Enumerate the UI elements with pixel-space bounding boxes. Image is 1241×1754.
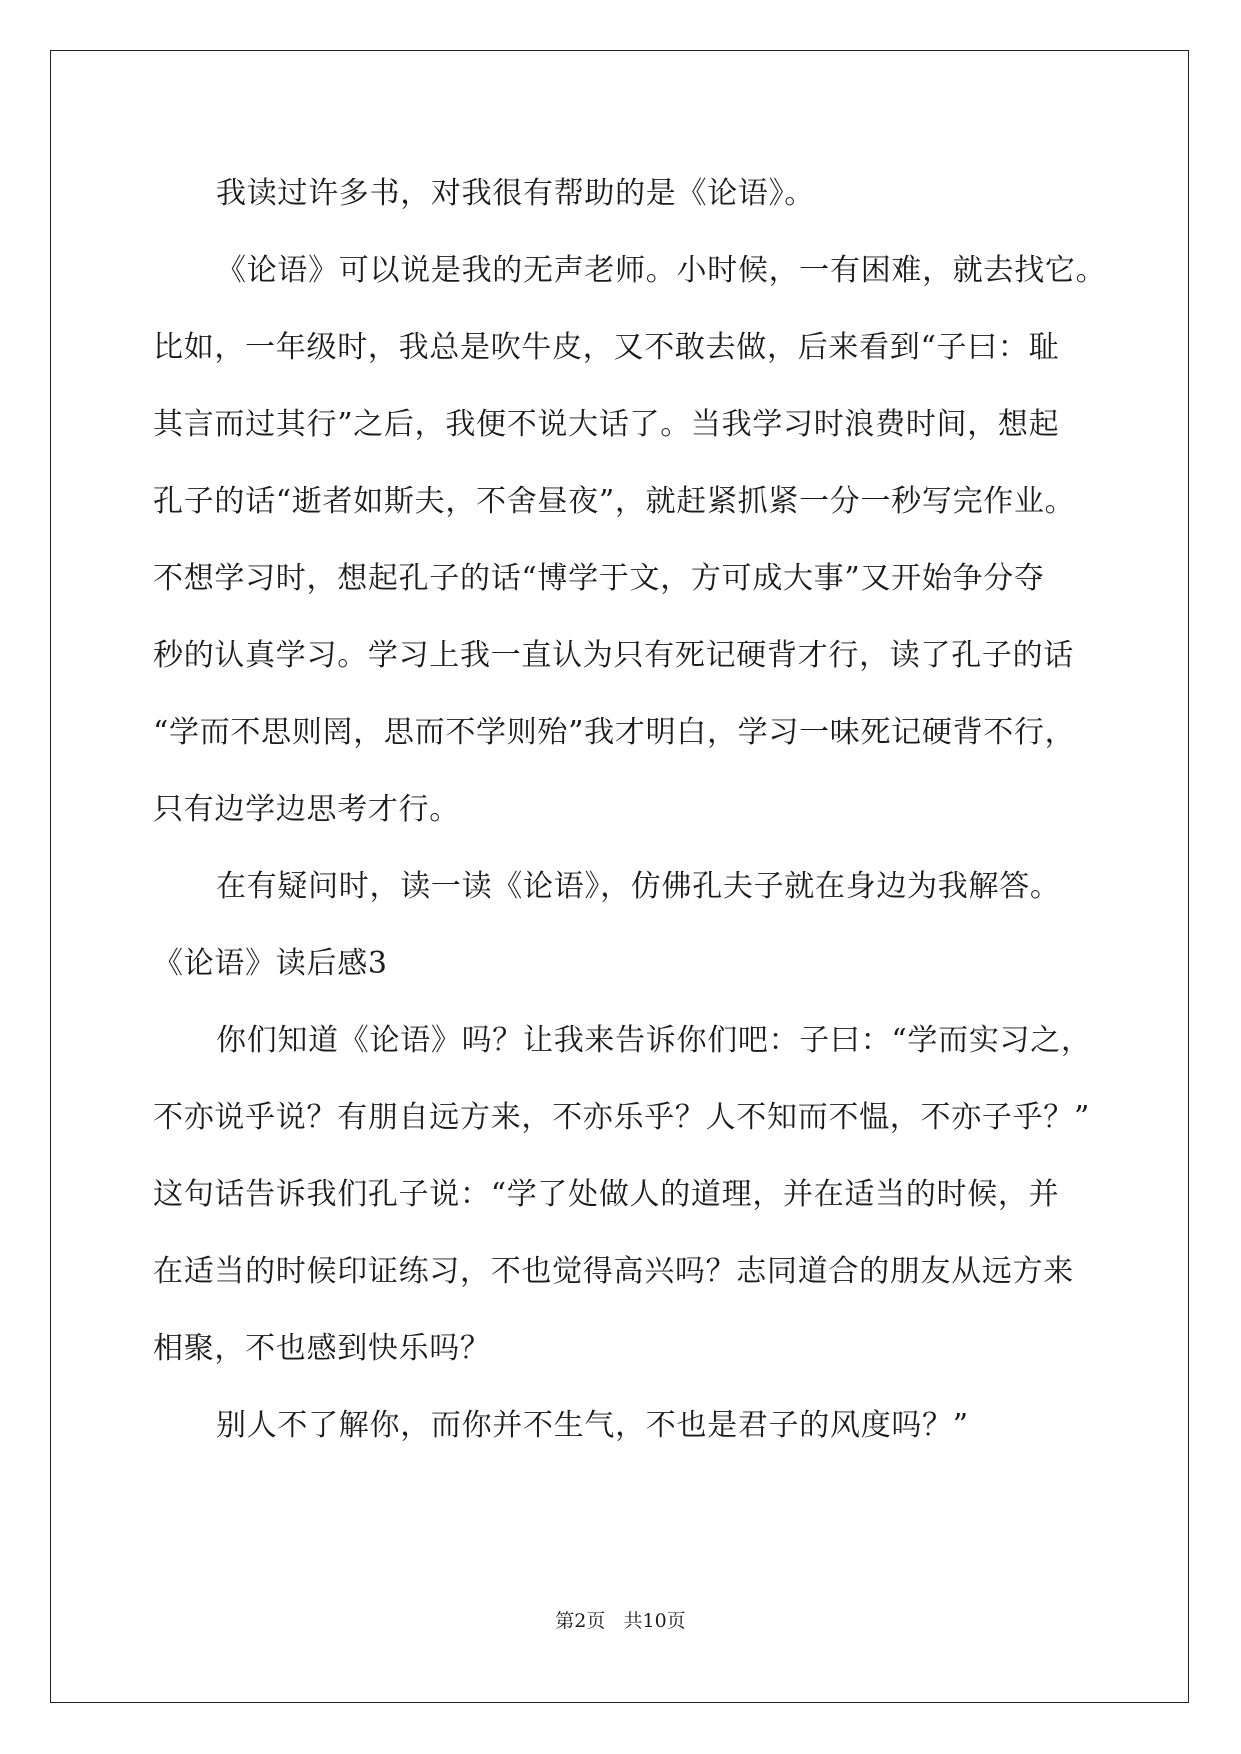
paragraph-line: 孔子的话“逝者如斯夫，不舍昼夜”，就赶紧抓紧一分一秒写完作业。 [153,484,1076,519]
section-heading: 《论语》读后感3 [153,946,388,981]
paragraph-line: 在适当的时候印证练习，不也觉得高兴吗？志同道合的朋友从远方来 [153,1254,1074,1289]
paragraph-line: 相聚，不也感到快乐吗？ [153,1331,491,1366]
paragraph-line: “学而不思则罔，思而不学则殆”我才明白，学习一味死记硬背不行， [153,715,1076,750]
document-body [153,155,1107,1464]
paragraph-line: 别人不了解你，而你并不生气，不也是君子的风度吗？” [216,1408,969,1443]
paragraph-line: 这句话告诉我们孔子说：“学了处做人的道理，并在适当的时候，并 [153,1177,1060,1212]
paragraph-line: 在有疑问时，读一读《论语》，仿佛孔夫子就在身边为我解答。 [216,869,1061,904]
paragraph-line: 只有边学边思考才行。 [153,792,460,827]
paragraph-line: 我读过许多书，对我很有帮助的是《论语》。 [216,176,815,211]
paragraph-line: 《论语》可以说是我的无声老师。小时候，一有困难，就去找它。 [216,253,1107,288]
paragraph-line: 秒的认真学习。学习上我一直认为只有死记硬背才行，读了孔子的话 [153,638,1074,673]
page-number-footer: 第2页 共10页 [555,1610,686,1632]
paragraph-line: 比如，一年级时，我总是吹牛皮，又不敢去做，后来看到“子曰：耻 [153,330,1060,365]
paragraph-line: 不亦说乎说？有朋自远方来，不亦乐乎？人不知而不愠，不亦子乎？” [153,1100,1091,1135]
paragraph-line: 其言而过其行”之后，我便不说大话了。当我学习时浪费时间，想起 [153,407,1060,442]
paragraph-line: 你们知道《论语》吗？让我来告诉你们吧：子曰：“学而实习之， [216,1023,1092,1058]
paragraph-line: 不想学习时，想起孔子的话“博学于文，方可成大事”又开始争分夺 [153,561,1045,596]
